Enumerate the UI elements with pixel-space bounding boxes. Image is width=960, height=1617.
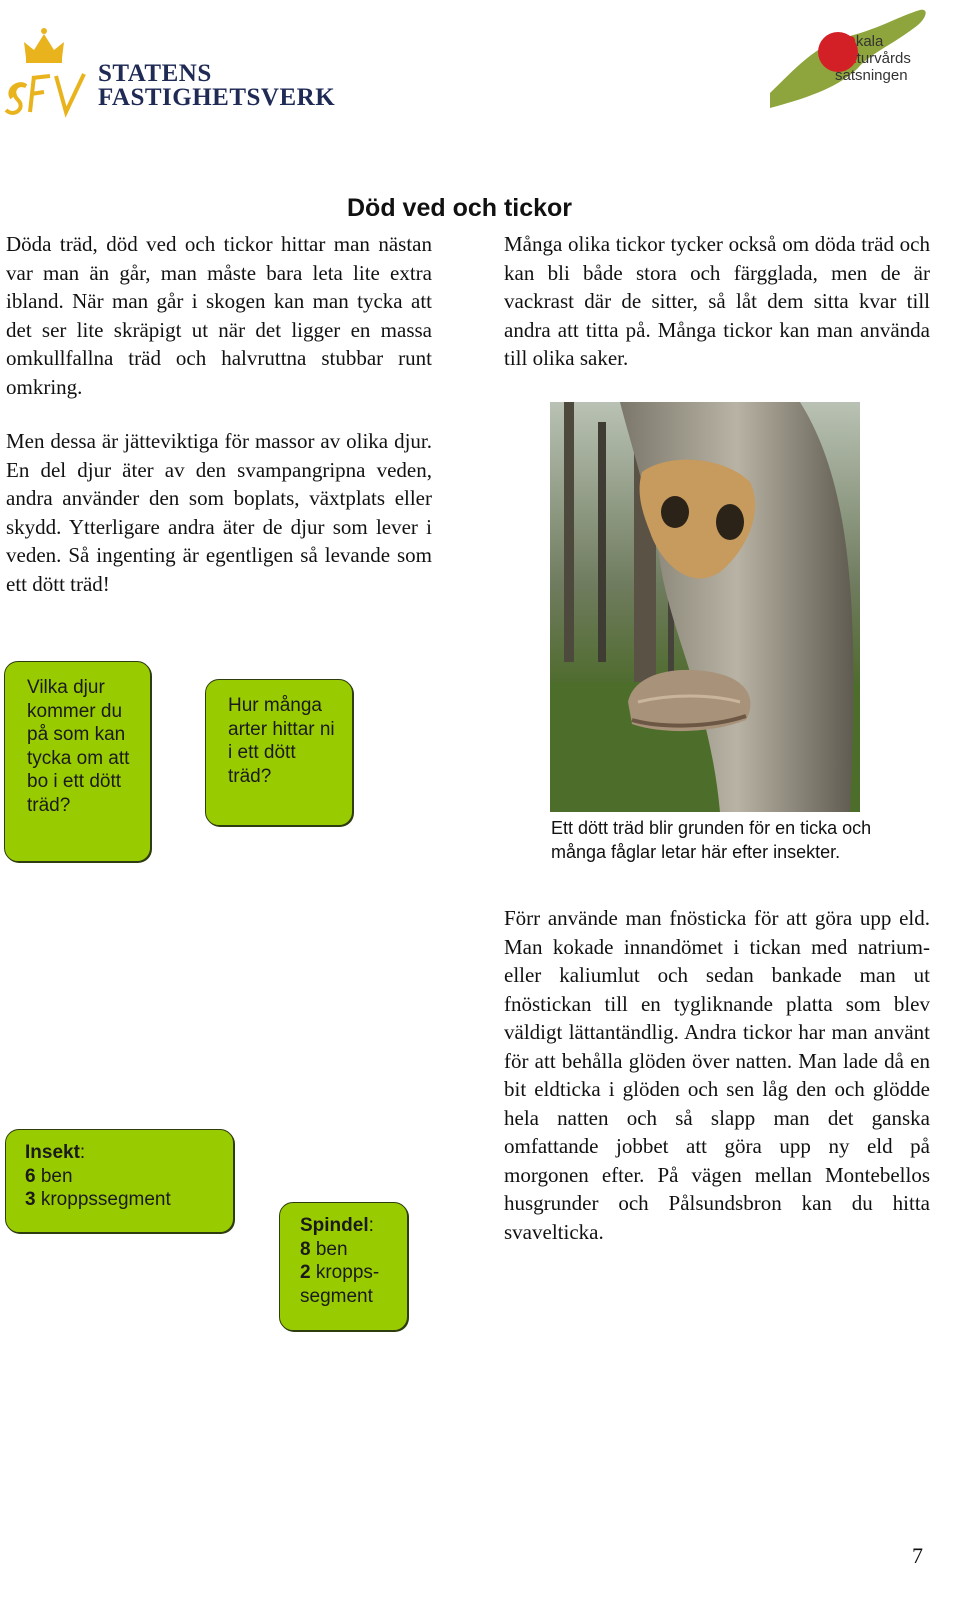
lona-kala: kala — [855, 33, 884, 50]
insekt-legs-num: 6 — [25, 1165, 36, 1187]
insekt-sep: : — [79, 1142, 86, 1163]
insekt-seg-text: kroppssegment — [35, 1189, 171, 1210]
spindel-legs-text: ben — [310, 1238, 348, 1260]
question-text-species: Hur många arter hittar ni i ett dött träd? — [228, 695, 335, 787]
dead-tree-bracket-fungus-photo — [550, 402, 860, 812]
page-title: Död ved och tickor — [347, 194, 573, 222]
spindel-seg-num: 2 — [300, 1262, 311, 1283]
sfv-logo-text — [98, 62, 335, 110]
importance-paragraph: Men dessa är jätteviktiga för massor av olika djur. En del djur äter av den svampangripna veden, andra använder den som boplats, växtplats eller skydd. Ytterligare andra äter de djur som lever i veden. Så ingenting är egentligen så levande som ett dött träd! — [6, 429, 432, 596]
lona-satsningen: satsningen — [835, 67, 908, 84]
question-box-animals — [4, 661, 151, 862]
page-number: 7 — [912, 1543, 923, 1568]
tickor-paragraph: Många olika tickor tycker också om döda träd och kan bli både stora och färgglada, men de är vackrast där de sitter, så låt dem sitta kvar till andra att titta på. Många tickor kan man använda till olika saker. — [504, 232, 930, 370]
insekt-name: Insekt — [25, 1142, 80, 1163]
fnoskticka-paragraph: Förr använde man fnösticka för att göra upp eld. Man kokade innandömet i tickan med natrium- eller kaliumlut och sedan bankade man ut fnöstickan till en tygliknande platta som blev väldigt lättantändlig. Andra tickor har man använt för att behålla glöden över natten. Man lade då en bit eldticka i glöden och sen låg den och glödde hela natten och så slapp man det ganska omfattande jobbet att göra upp ny eld på morgonen efter. På vägen mellan Montebellos husgrunder och Pålsundsbron kan du hitta svavelticka. — [504, 906, 930, 1244]
lona-na: NA — [835, 50, 857, 67]
sfv-logo-line2: FASTIGHETSVERK — [98, 84, 336, 111]
intro-paragraph: Döda träd, död ved och tickor hittar man nästan var man än går, man måste bara leta lite extra ibland. När man går i skogen kan man tycka att det ser lite skräpigt ut när det ligger en massa omkullfallna träd och halvruttna stubbar runt omkring. — [6, 232, 432, 399]
fact-box-insekt — [5, 1129, 234, 1233]
question-box-species — [205, 679, 353, 826]
spindel-seg-text: kropps-segment — [300, 1262, 380, 1307]
insekt-legs-text: ben — [35, 1165, 73, 1187]
question-text-animals: Vilka djur kommer du på som kan tycka om att bo i ett dött träd? — [27, 677, 130, 816]
lona-turvards: turvårds — [856, 50, 911, 67]
spindel-legs-num: 8 — [300, 1238, 311, 1260]
photo-caption: Ett dött träd blir grunden för en ticka och många fåglar letar här efter insekter. — [551, 818, 872, 862]
lona-logo-text — [835, 33, 911, 84]
lona-lo: LO — [835, 33, 856, 50]
insekt-seg-num: 3 — [25, 1189, 36, 1210]
spindel-sep: : — [368, 1215, 374, 1236]
spindel-name: Spindel — [300, 1215, 369, 1236]
fact-box-spindel — [279, 1202, 408, 1331]
sfv-crown-monogram-icon — [4, 20, 104, 120]
sfv-logo-line1: STATENS — [98, 60, 212, 87]
